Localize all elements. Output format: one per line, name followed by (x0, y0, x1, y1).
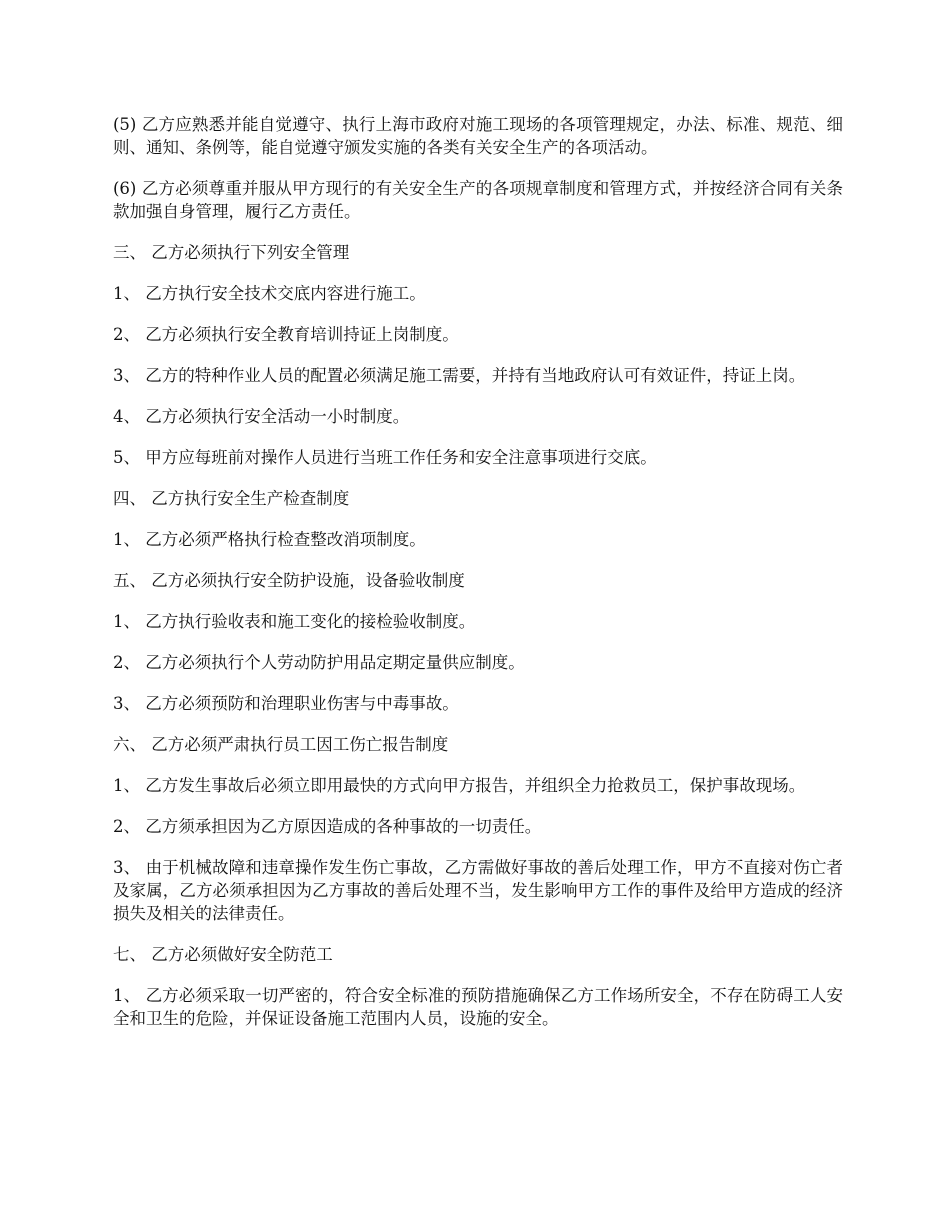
section-heading-7: 七、 乙方必须做好安全防范工 (113, 945, 333, 964)
list-item: 4、 乙方必须执行安全活动一小时制度。 (113, 407, 410, 426)
paragraph-item-6-obey: (6) 乙方必须尊重并服从甲方现行的有关安全生产的各项规章制度和管理方式，并按经济合同有关条款加强自身管理，履行乙方责任。 (113, 179, 843, 221)
paragraph-item-5-rules: (5) 乙方应熟悉并能自觉遵守、执行上海市政府对施工现场的各项管理规定，办法、标准、规范、细则、通知、条例等，能自觉遵守颁发实施的各类有关安全生产的各项活动。 (113, 115, 843, 157)
list-item: 3、 乙方的特种作业人员的配置必须满足施工需要，并持有当地政府认可有效证件，持证上岗。 (113, 366, 806, 385)
section-heading-6: 六、 乙方必须严肃执行员工因工伤亡报告制度 (113, 735, 449, 754)
list-item: 2、 乙方必须执行安全教育培训持证上岗制度。 (113, 325, 459, 344)
list-item: 3、 由于机械故障和违章操作发生伤亡事故，乙方需做好事故的善后处理工作，甲方不直接对伤亡者及家属，乙方必须承担因为乙方事故的善后处理不当，发生影响甲方工作的事件及给甲方造成的经济损失及相关的法律责任。 (113, 858, 843, 923)
document-body (113, 113, 843, 1048)
section-heading-4: 四、 乙方执行安全生产检查制度 (113, 489, 350, 508)
list-item: 1、 乙方必须采取一切严密的，符合安全标准的预防措施确保乙方工作场所安全，不存在防碍工人安全和卫生的危险，并保证设备施工范围内人员，设施的安全。 (113, 986, 843, 1028)
section-heading-5: 五、 乙方必须执行安全防护设施，设备验收制度 (113, 571, 465, 590)
list-item: 1、 乙方必须严格执行检查整改消项制度。 (113, 530, 426, 549)
list-item: 1、 乙方发生事故后必须立即用最快的方式向甲方报告，并组织全力抢救员工，保护事故现场。 (113, 776, 806, 795)
list-item: 3、 乙方必须预防和治理职业伤害与中毒事故。 (113, 694, 459, 713)
list-item: 2、 乙方须承担因为乙方原因造成的各种事故的一切责任。 (113, 817, 542, 836)
list-item: 2、 乙方必须执行个人劳动防护用品定期定量供应制度。 (113, 653, 525, 672)
list-item: 1、 乙方执行验收表和施工变化的接检验收制度。 (113, 612, 476, 631)
section-heading-3: 三、 乙方必须执行下列安全管理 (113, 243, 350, 262)
list-item: 1、 乙方执行安全技术交底内容进行施工。 (113, 284, 426, 303)
list-item: 5、 甲方应每班前对操作人员进行当班工作任务和安全注意事项进行交底。 (113, 448, 657, 467)
